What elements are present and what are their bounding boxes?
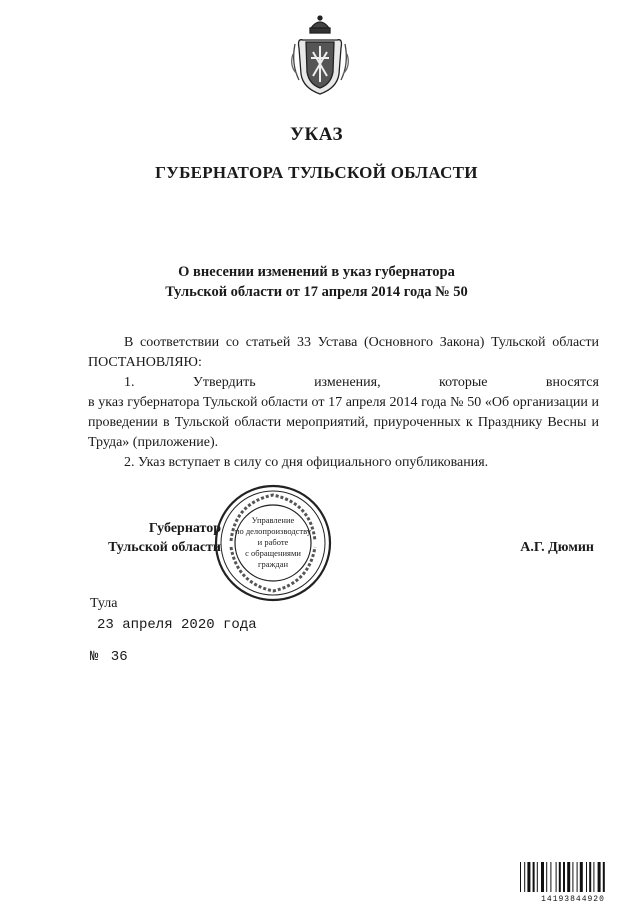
seal-line: и работе	[257, 537, 289, 547]
document-number: № 36	[90, 649, 128, 665]
barcode-bar	[598, 862, 601, 892]
barcode-bar	[563, 862, 565, 892]
barcode-bar	[589, 862, 591, 892]
seal-line: Управление	[251, 515, 295, 525]
signatory-name: А.Г. Дюмин	[520, 540, 594, 555]
item-1-word: Утвердить	[192, 375, 256, 390]
heading-line: Тульской области от 17 апреля 2014 года № 50	[165, 284, 468, 300]
barcode-bar	[546, 862, 547, 892]
coat-of-arms-icon	[289, 14, 351, 98]
barcode-bar	[586, 862, 587, 892]
barcode-bar	[580, 862, 583, 892]
item-1-word: 1.	[124, 375, 135, 390]
barcode	[518, 862, 628, 902]
document-heading	[0, 262, 633, 302]
official-seal	[213, 483, 333, 603]
seal-line: граждан	[257, 559, 289, 569]
heading-line: О внесении изменений в указ губернатора	[178, 264, 455, 280]
barcode-bar	[533, 862, 535, 892]
item-1-word: вносятся	[545, 375, 599, 390]
barcode-bar	[567, 862, 570, 892]
signatory-title-line: Губернатор	[148, 521, 221, 536]
barcode-bar	[556, 862, 557, 892]
issuer-title: ГУБЕРНАТОРА ТУЛЬСКОЙ ОБЛАСТИ	[155, 163, 478, 182]
place-of-signing: Тула	[90, 596, 118, 611]
signing-date: 23 апреля 2020 года	[97, 617, 257, 633]
barcode-bar	[537, 862, 538, 892]
seal-line: по делопроизводству	[234, 526, 312, 536]
signatory-title-line: Тульской области	[108, 540, 221, 555]
document-type-title: УКАЗ	[290, 124, 343, 145]
barcode-bar	[520, 862, 521, 892]
item-2-paragraph: 2. Указ вступает в силу со дня официального опубликования.	[124, 455, 489, 470]
barcode-bar	[593, 862, 594, 892]
signatory-title	[105, 519, 221, 557]
barcode-bar	[541, 862, 544, 892]
intro-paragraph: В соответствии со статьей 33 Устава (Основного Закона) Тульской области ПОСТАНОВЛЯЮ:	[88, 335, 599, 370]
barcode-bar	[550, 862, 551, 892]
barcode-bar	[572, 862, 573, 892]
item-1-first-line	[88, 373, 599, 393]
seal-line: с обращениями	[245, 548, 301, 558]
barcode-bar	[603, 862, 605, 892]
barcode-bar	[577, 862, 578, 892]
barcode-bar	[527, 862, 530, 892]
barcode-digits: 14193844920	[541, 895, 605, 902]
item-1-word: изменения,	[314, 375, 381, 390]
item-1-rest: в указ губернатора Тульской области от 17 апреля 2014 года № 50 «Об организации и проведении в Тульской области мероприятий, приуроченных к Празднику Весны и Труда» (приложение).	[88, 395, 599, 450]
item-1-word: которые	[439, 375, 488, 390]
item-1-paragraph	[88, 373, 599, 453]
barcode-bar	[524, 862, 525, 892]
barcode-bar	[559, 862, 561, 892]
